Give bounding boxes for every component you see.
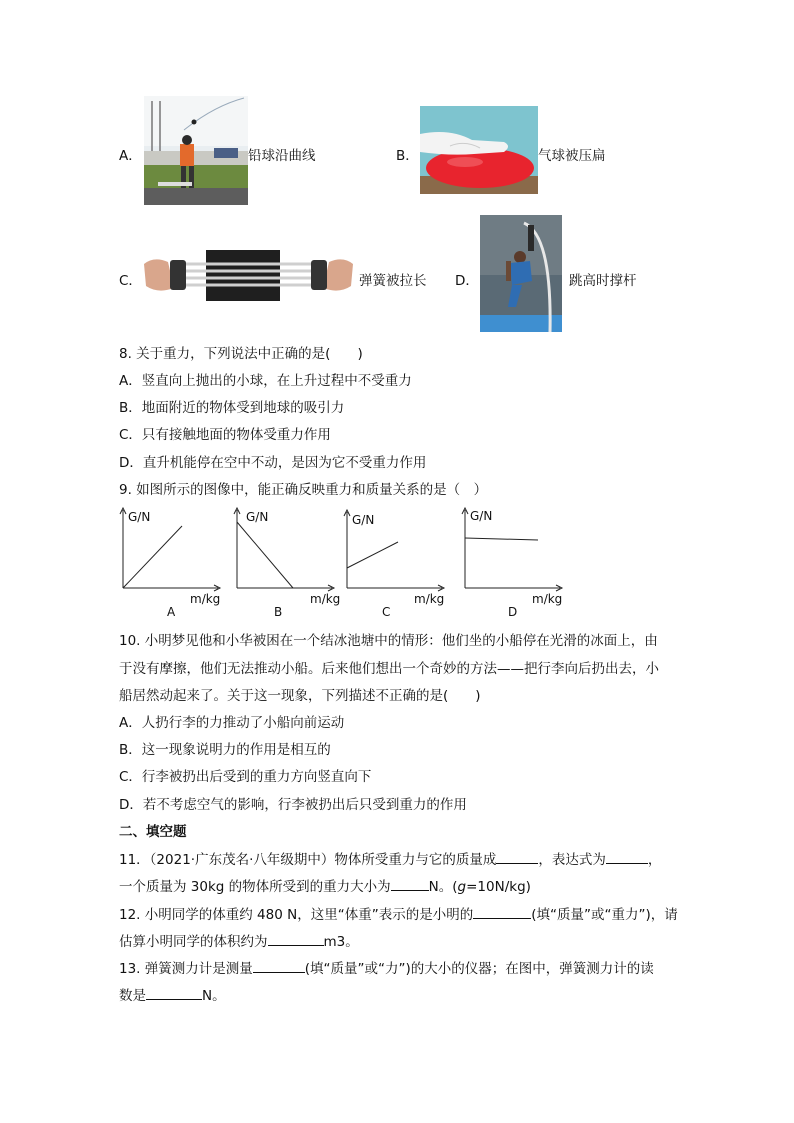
spring-stretched-photo xyxy=(144,250,353,301)
q11-text-1: 11．（2021·广东茂名·八年级期中）物体所受重力与它的质量成 xyxy=(119,852,497,868)
q11-g-symbol: g xyxy=(457,879,467,895)
option-a-caption: 铅球沿曲线 xyxy=(248,148,316,164)
q12-blank-1[interactable] xyxy=(473,904,531,919)
graph-b-xlabel: m/kg xyxy=(310,592,341,606)
shot-put-photo xyxy=(144,96,248,205)
q11-text-5: N。( xyxy=(428,879,458,895)
balloon-pressed-photo xyxy=(420,106,538,194)
q8-option-a: A．竖直向上抛出的小球，在上升过程中不受重力 xyxy=(119,373,412,389)
q12-blank-2[interactable] xyxy=(268,931,324,946)
q12-text-3: 估算小明同学的体积约为 xyxy=(119,934,268,950)
q12-line-1 xyxy=(119,904,678,925)
q13-text-1: 13. 弹簧测力计是测量 xyxy=(119,961,253,977)
q13-line-1 xyxy=(119,958,654,979)
graph-c-xlabel: m/kg xyxy=(414,592,445,606)
q10-option-a: A．人扔行李的力推动了小船向前运动 xyxy=(119,715,345,731)
graph-a-ylabel: G/N xyxy=(128,510,151,524)
q10-line-1: 10. 小明梦见他和小华被困在一个结冰池塘中的情形：他们坐的小船停在光滑的冰面上，由 xyxy=(119,633,658,649)
q8-option-c: C．只有接触地面的物体受重力作用 xyxy=(119,427,331,443)
q11-blank-1[interactable] xyxy=(496,849,538,864)
q10-option-c: C．行李被扔出后受到的重力方向竖直向下 xyxy=(119,769,372,785)
q13-blank-1[interactable] xyxy=(253,958,305,973)
option-a-letter: A． xyxy=(119,148,142,164)
graph-c xyxy=(336,504,456,620)
graph-b-ylabel: G/N xyxy=(246,510,269,524)
q12-text-4: m3。 xyxy=(323,934,359,950)
q11-text-3: ， xyxy=(647,852,662,868)
option-d-caption: 跳高时撑杆 xyxy=(569,273,637,289)
option-b-letter: B． xyxy=(396,148,419,164)
option-c-caption: 弹簧被拉长 xyxy=(359,273,427,289)
graph-c-letter: C xyxy=(382,605,391,619)
graph-a xyxy=(112,504,222,620)
q8-stem: 8. 关于重力，下列说法中正确的是( ) xyxy=(119,346,363,362)
q10-line-3: 船居然动起来了。关于这一现象，下列描述不正确的是( ) xyxy=(119,688,481,704)
graph-d xyxy=(454,504,574,620)
section-heading: 二、填空题 xyxy=(119,824,187,840)
q11-line-1 xyxy=(119,849,661,870)
q10-option-d: D．若不考虑空气的影响，行李被扔出后只受到重力的作用 xyxy=(119,797,467,813)
q11-blank-3[interactable] xyxy=(391,876,429,891)
graph-d-xlabel: m/kg xyxy=(532,592,563,606)
q13-text-4: N。 xyxy=(202,988,226,1004)
pole-vault-photo xyxy=(480,215,562,332)
graph-d-ylabel: G/N xyxy=(470,509,493,523)
q13-text-3: 数是 xyxy=(119,988,146,1004)
graph-b xyxy=(226,504,346,620)
q13-text-2: (填“质量”或“力”)的大小的仪器；在图中，弹簧测力计的读 xyxy=(304,961,654,977)
q13-line-2 xyxy=(119,985,226,1006)
graph-b-letter: B xyxy=(274,605,283,619)
q10-option-b: B．这一现象说明力的作用是相互的 xyxy=(119,742,331,758)
q8-option-d: D．直升机能停在空中不动，是因为它不受重力作用 xyxy=(119,455,427,471)
q11-line-2 xyxy=(119,876,531,897)
option-d-letter: D． xyxy=(455,273,479,289)
q11-blank-2[interactable] xyxy=(606,849,648,864)
graph-d-letter: D xyxy=(508,605,518,619)
option-c-letter: C． xyxy=(119,273,142,289)
q10-line-2: 于没有摩擦，他们无法推动小船。后来他们想出一个奇妙的方法——把行李向后扔出去，小 xyxy=(119,661,659,677)
graph-c-ylabel: G/N xyxy=(352,513,375,527)
q12-text-2: (填“质量”或“重力”)，请 xyxy=(531,907,678,923)
option-b-caption: 气球被压扁 xyxy=(538,148,606,164)
q12-text-1: 12. 小明同学的体重约 480 N，这里“体重”表示的是小明的 xyxy=(119,907,474,923)
q13-blank-2[interactable] xyxy=(146,985,202,1000)
q12-line-2 xyxy=(119,931,359,952)
q8-option-b: B．地面附近的物体受到地球的吸引力 xyxy=(119,400,345,416)
graph-a-xlabel: m/kg xyxy=(190,592,221,606)
q9-stem: 9. 如图所示的图像中，能正确反映重力和质量关系的是（ ） xyxy=(119,482,488,498)
q11-text-2: ，表达式为 xyxy=(538,852,606,868)
q11-text-4: 一个质量为 30kg 的物体所受到的重力大小为 xyxy=(119,879,391,895)
q11-text-6: =10N/kg) xyxy=(466,879,531,895)
graph-a-letter: A xyxy=(167,605,176,619)
